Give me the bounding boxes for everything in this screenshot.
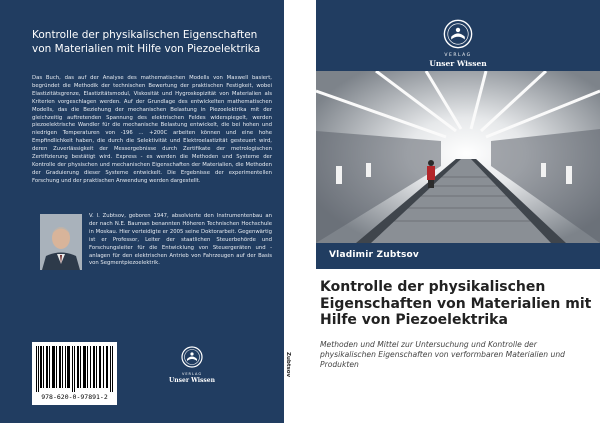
publisher-emblem-icon xyxy=(443,19,473,49)
isbn-barcode xyxy=(32,342,117,405)
back-cover xyxy=(0,0,284,423)
cover-photo-escalator xyxy=(316,71,600,243)
verlag-label-front: VERLAG xyxy=(444,53,472,58)
author-bio: V. I. Zubtsov, geboren 1947, absolvierte den Instrumentenbau an der nach N.E. Bauman benannten Höheren Technischen Hochschule in Moskau. Hier verteidigte er 2005 seine Doktorarbeit. Gegenwärtig ist er Professor, Leiter der staatlichen Steuerbehörde und Forschungsleiter für die Entwicklung von Steuergeräten und -anlagen für den elektrischen Antrieb von Fahrzeugen auf der Basis von Segmentpiezoelektrik. xyxy=(89,213,272,267)
publisher-logo-back xyxy=(167,346,217,384)
verlag-label-back: VERLAG xyxy=(181,372,203,376)
front-author: Vladimir Zubtsov xyxy=(329,250,419,260)
publisher-name-front: Unser Wissen xyxy=(429,59,487,68)
publisher-emblem-icon xyxy=(181,346,203,368)
book-description: Das Buch, das auf der Analyse des mathematischen Modells von Maxwell basiert, begründet die Methodik der technischen Bewertung der praktischen Festigkeit, wobei Elastizitätsgrenze, Elastizitätsmodul, Viskosität und Hygroskopizität von Materialien als Kriterien vorgeschlagen werden. Auf der Grundlage des entwickelten mathematischen Modells, das die Beziehung der mechanischen Belastung in Piezoelektrika mit der gleichzeitig auftretenden Spannung des elektrischen Feldes widerspiegelt, werden piezoelektrische Wandler für die mechanische Belastung entwickelt, die bei hohen und niedrigen Temperaturen von -196 ... +200C arbeiten können und eine hohe Empfindlichkeit haben, die durch die Selektivität und Elektroelastizität gesteuert wird, deren Zuverlässigkeit der Messergebnisse durch Zertifikate der metrologischen Zertifizierung bestätigt wird. Express - es werden die Methoden und Systeme der Kontrolle der physischen und mechanischen Eigenschaften der Materialien, die Methoden der Graduierung dieser Systeme entwickelt. Die Ergebnisse der experimentellen Forschung und der praktischen Anwendung werden dargestellt. xyxy=(32,75,272,184)
author-photo xyxy=(40,214,82,270)
isbn-number: 978-620-0-97891-2 xyxy=(41,393,108,401)
front-title: Kontrolle der physikalischen Eigenschaften von Materialien mit Hilfe von Piezoelektrika xyxy=(320,279,592,328)
spine-author: Zubtsov xyxy=(285,352,291,378)
publisher-name-back: Unser Wissen xyxy=(169,377,215,384)
publisher-logo-front xyxy=(422,19,494,68)
front-subtitle: Methoden und Mittel zur Untersuchung und Kontrolle der physikalischen Eigenschaften von verformbaren Materialien und Produkten xyxy=(320,340,565,370)
author-band xyxy=(316,243,600,269)
back-cover-title: Kontrolle der physikalischen Eigenschaften von Materialien mit Hilfe von Piezoelektrika xyxy=(32,29,261,55)
